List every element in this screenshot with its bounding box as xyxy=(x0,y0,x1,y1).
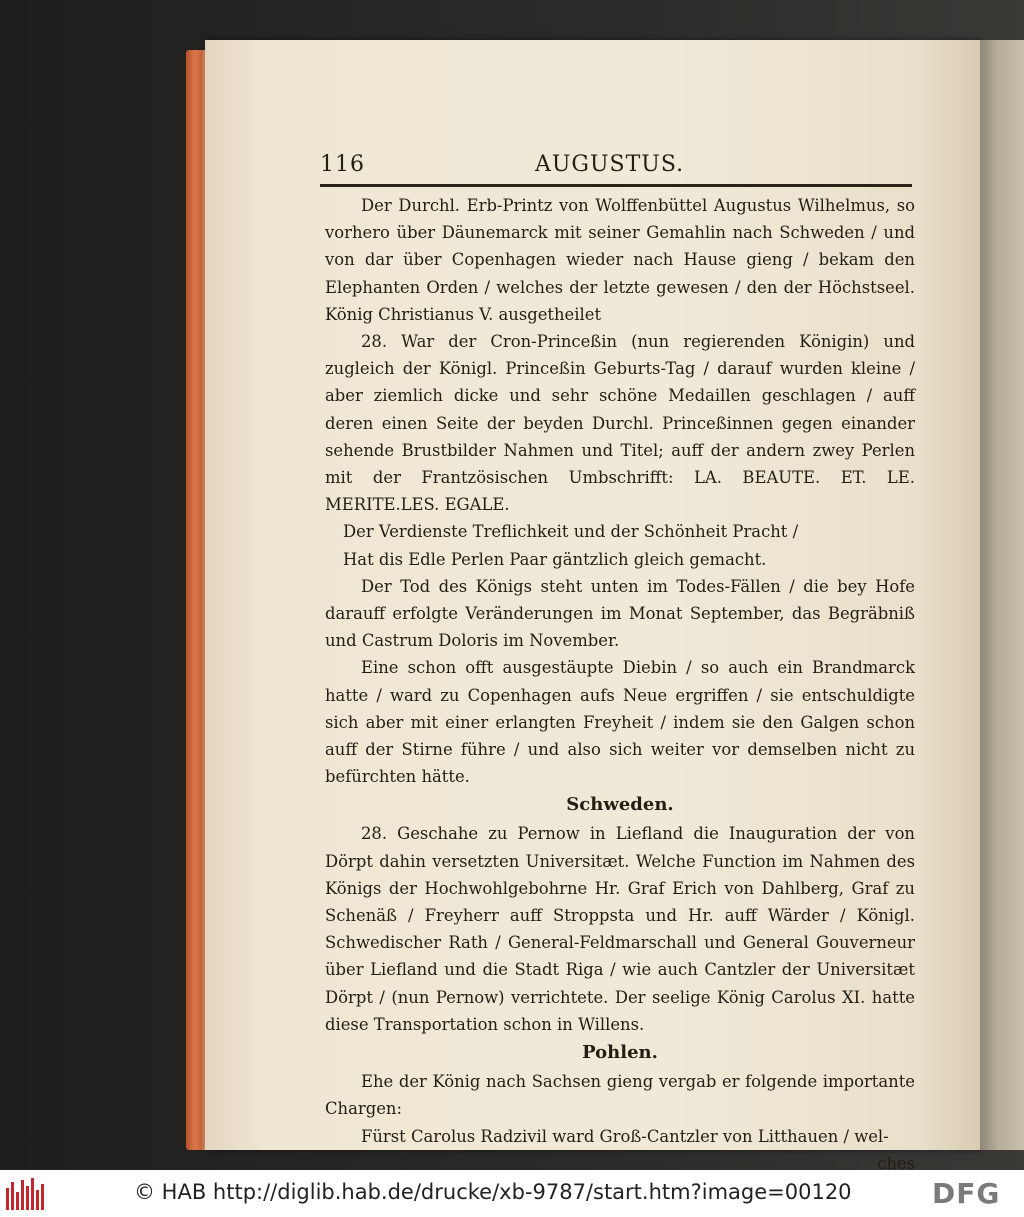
running-head: AUGUSTUS. xyxy=(535,152,685,177)
copyright-url-link[interactable]: © HAB http://diglib.hab.de/drucke/xb-9787/start.htm?image=00120 xyxy=(134,1180,852,1204)
dfg-logo: DFG xyxy=(932,1177,1001,1210)
paragraph-tod-des-koenigs: Der Tod des Königs steht unten im Todes-Fällen / die bey Hofe darauff erfolgte Veränderungen im Monat September, das Begräbniß und Castrum Doloris im November. xyxy=(325,576,915,651)
catchword: ches xyxy=(877,1153,915,1170)
section-heading-schweden: Schweden. xyxy=(566,794,674,816)
text-block xyxy=(325,192,915,1170)
footer-bar xyxy=(0,1170,1024,1217)
facing-page-edge xyxy=(980,40,1024,1150)
paragraph-pernow: 28. Geschahe zu Pernow in Liefland die Inauguration der von Dörpt dahin versetzten Universitæt. Welche Function im Nahmen des Königs der Hochwohlgebohrne Hr. Graf Erich von Dahlberg, Graf zu Schenäß / Freyherr auff Stroppsta und Hr. auff Wärder / Königl. Schwedischer Rath / General-Feldmarschall und General Gouverneur über Liefland und die Stadt Riga / wie auch Cantzler der Universitæt Dörpt / (nun Pernow) verrichtete. Der seelige König Carolus XI. hatte diese Transportation schon in Willens. xyxy=(325,824,915,1034)
paragraph-radzivil: Fürst Carolus Radzivil ward Groß-Cantzler von Litthauen / wel- xyxy=(361,1126,889,1146)
hab-barcode-logo-icon xyxy=(6,1178,48,1210)
paragraph-medaillen: 28. War der Cron-Princeßin (nun regierenden Königin) und zugleich der Königl. Princeßin Geburts-Tag / darauf wurden kleine / aber ziemlich dicke und sehr schöne Medaillen geschlagen / auff deren einen Seite der beyden Durchl. Princeßinnen gegen einander sehende Brustbilder Nahmen und Titel; auff der andern zwey Perlen mit der Frantzösischen Umbschrifft: LA. BEAUTE. ET. LE. MERITE.LES. EGALE. xyxy=(325,332,915,515)
verse-line-2: Hat dis Edle Perlen Paar gäntzlich gleich gemacht. xyxy=(343,549,767,569)
paragraph-chargen: Ehe der König nach Sachsen gieng vergab er folgende importante Chargen: xyxy=(325,1072,915,1119)
page-header xyxy=(320,152,912,186)
paragraph-erbprinz: Der Durchl. Erb-Printz von Wolffenbüttel Augustus Wilhelmus, so vorhero über Däunemarck mit seiner Gemahlin nach Schweden / und von dar über Copenhagen wieder nach Hause gieng / bekam den Elephanten Orden / welches der letzte gewesen / den der Höchstseel. König Christianus V. ausgetheilet xyxy=(325,196,915,324)
paragraph-diebin: Eine schon offt ausgestäupte Diebin / so auch ein Brandmarck hatte / ward zu Copenhagen aufs Neue ergriffen / sie entschuldigte sich aber mit einer erlangten Freyheit / indem sie den Galgen schon auff der Stirne führe / und also sich weiter vor demselben nicht zu befürchten hätte. xyxy=(325,658,915,787)
header-rule xyxy=(320,184,912,187)
page-number: 116 xyxy=(320,152,365,177)
section-heading-pohlen: Pohlen. xyxy=(582,1042,658,1064)
verse-line-1: Der Verdienste Treflichkeit und der Schönheit Pracht / xyxy=(343,522,799,542)
